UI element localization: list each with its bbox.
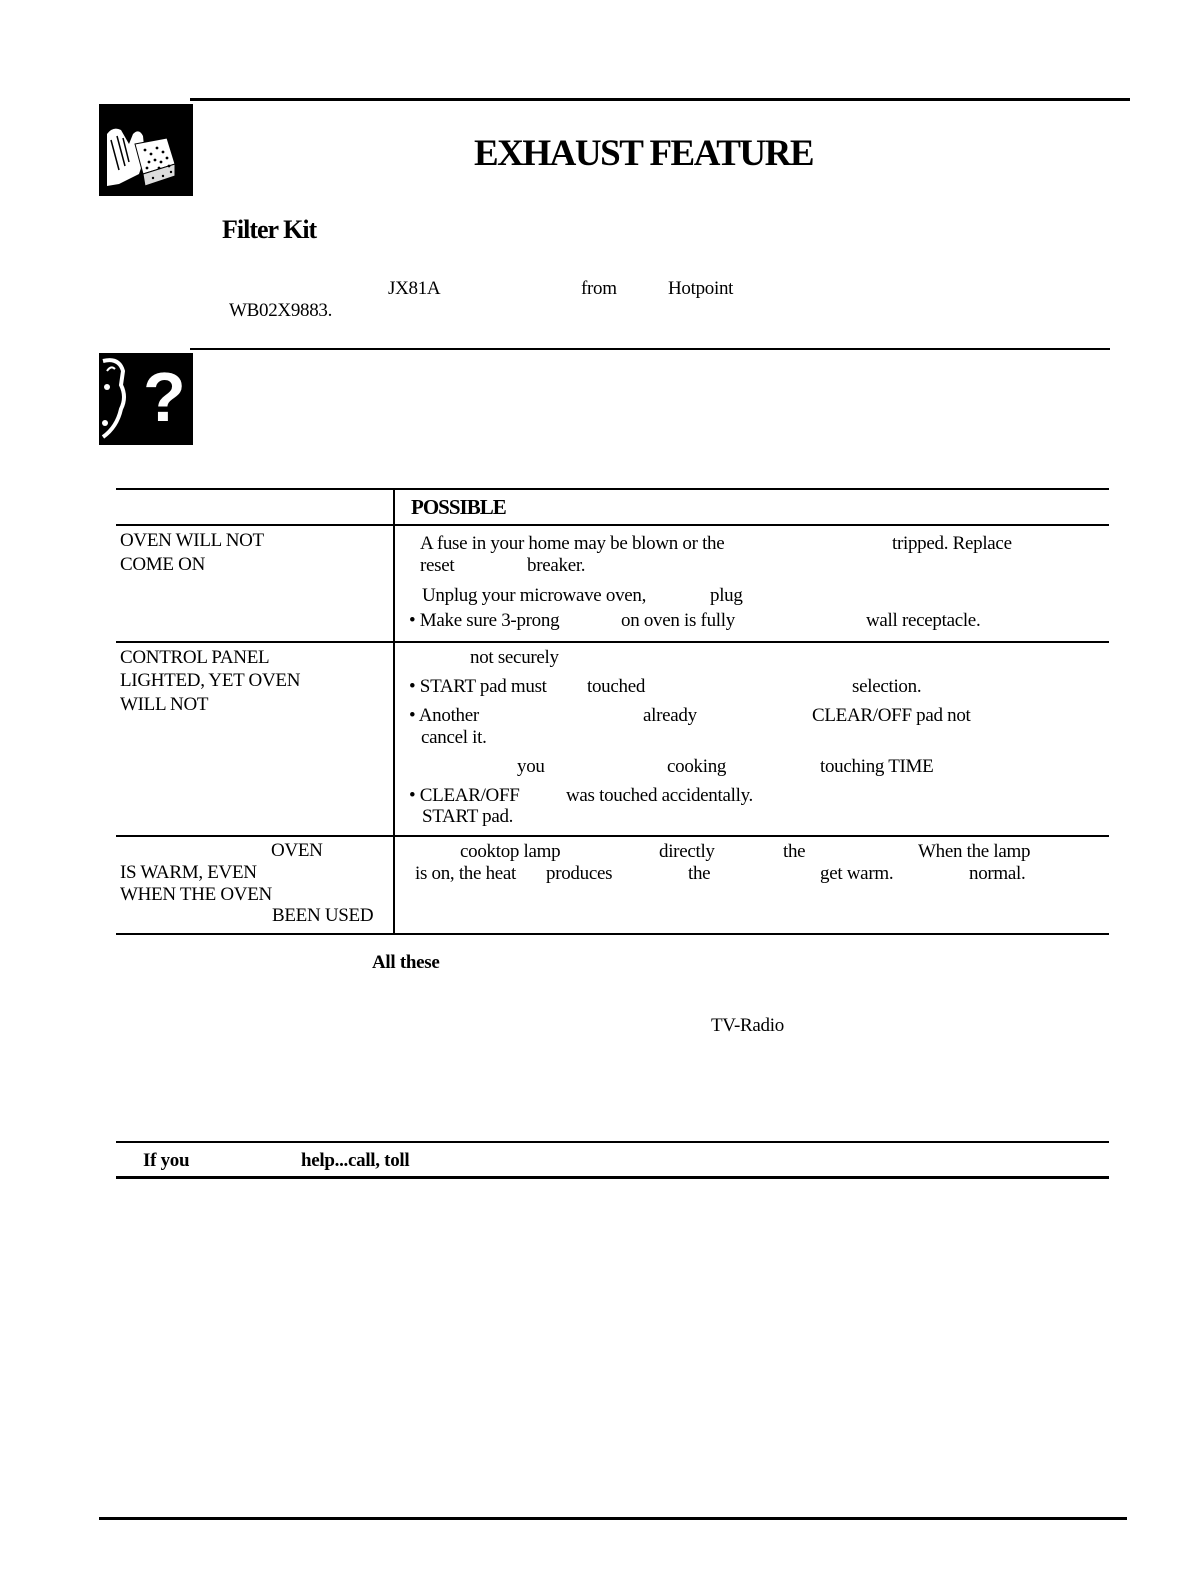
- filter-kit-brand: Hotpoint: [668, 278, 734, 299]
- help-top-rule: [116, 1141, 1109, 1143]
- problem-line: BEEN USED: [272, 905, 374, 926]
- all-these-text: All these: [372, 952, 440, 973]
- cause-text: cooking: [667, 756, 727, 777]
- problem-line: LIGHTED, YET OVEN: [120, 670, 301, 691]
- cause-text: CLEAR/OFF pad not: [812, 705, 971, 726]
- cause-text: • CLEAR/OFF: [409, 785, 520, 806]
- cause-text: on oven is fully: [621, 610, 735, 631]
- filter-kit-model: JX81A: [388, 278, 441, 299]
- cause-text: tripped. Replace: [892, 533, 1012, 554]
- table-bottom-rule: [116, 933, 1109, 935]
- cause-text: get warm.: [820, 863, 894, 884]
- cause-text: was touched accidentally.: [566, 785, 753, 806]
- cause-text: already: [643, 705, 697, 726]
- filter-kit-from: from: [581, 278, 617, 299]
- cause-text: • Another: [409, 705, 479, 726]
- cause-text: you: [517, 756, 545, 777]
- problem-line: OVEN: [271, 840, 323, 861]
- help-bottom-rule: [116, 1176, 1109, 1179]
- cause-text: • START pad must: [409, 676, 547, 697]
- hand-with-filter-icon: [99, 104, 193, 196]
- cause-text: breaker.: [527, 555, 586, 576]
- table-column-divider: [393, 490, 395, 933]
- cause-text: is on, the heat: [415, 863, 517, 884]
- cause-text: reset: [420, 555, 455, 576]
- problem-line: OVEN WILL NOT: [120, 530, 264, 551]
- cause-text: the: [688, 863, 711, 884]
- page-title: EXHAUST FEATURE: [474, 133, 814, 174]
- cause-text: directly: [659, 841, 715, 862]
- cause-text: the: [783, 841, 806, 862]
- cause-text: touching TIME: [820, 756, 934, 777]
- cause-text: Unplug your microwave oven,: [422, 585, 647, 606]
- top-rule: [190, 98, 1130, 101]
- section-rule: [190, 348, 1110, 350]
- table-row1-rule: [116, 641, 1109, 643]
- cause-text: wall receptacle.: [866, 610, 981, 631]
- problem-line: IS WARM, EVEN: [120, 862, 257, 883]
- filter-kit-heading: Filter Kit: [222, 215, 317, 244]
- tv-radio-text: TV-Radio: [711, 1015, 784, 1036]
- cause-text: cooktop lamp: [460, 841, 561, 862]
- table-top-rule: [116, 488, 1109, 490]
- help-text-if-you: If you: [143, 1150, 190, 1171]
- filter-kit-part-number: WB02X9883.: [229, 300, 333, 321]
- cause-text: A fuse in your home may be blown or the: [420, 533, 725, 554]
- cause-text: normal.: [969, 863, 1026, 884]
- cause-text: selection.: [852, 676, 922, 697]
- table-header-rule: [116, 524, 1109, 526]
- problem-line: CONTROL PANEL: [120, 647, 270, 668]
- footer-rule: [99, 1517, 1127, 1520]
- cause-text: When the lamp: [918, 841, 1031, 862]
- help-text-call: help...call, toll: [301, 1150, 410, 1171]
- problem-line: WILL NOT: [120, 694, 209, 715]
- table-row2-rule: [116, 835, 1109, 837]
- cause-text: touched: [587, 676, 646, 697]
- question-mark-icon: [99, 353, 193, 445]
- problem-line: WHEN THE OVEN: [120, 884, 272, 905]
- cause-text: not securely: [470, 647, 559, 668]
- cause-text: produces: [546, 863, 613, 884]
- cause-text: START pad.: [422, 806, 514, 827]
- svg-text:?: ?: [143, 358, 186, 436]
- table-header-possible: POSSIBLE: [411, 495, 506, 519]
- problem-line: COME ON: [120, 554, 205, 575]
- cause-text: plug: [710, 585, 743, 606]
- cause-text: • Make sure 3-prong: [409, 610, 560, 631]
- cause-text: cancel it.: [421, 727, 487, 748]
